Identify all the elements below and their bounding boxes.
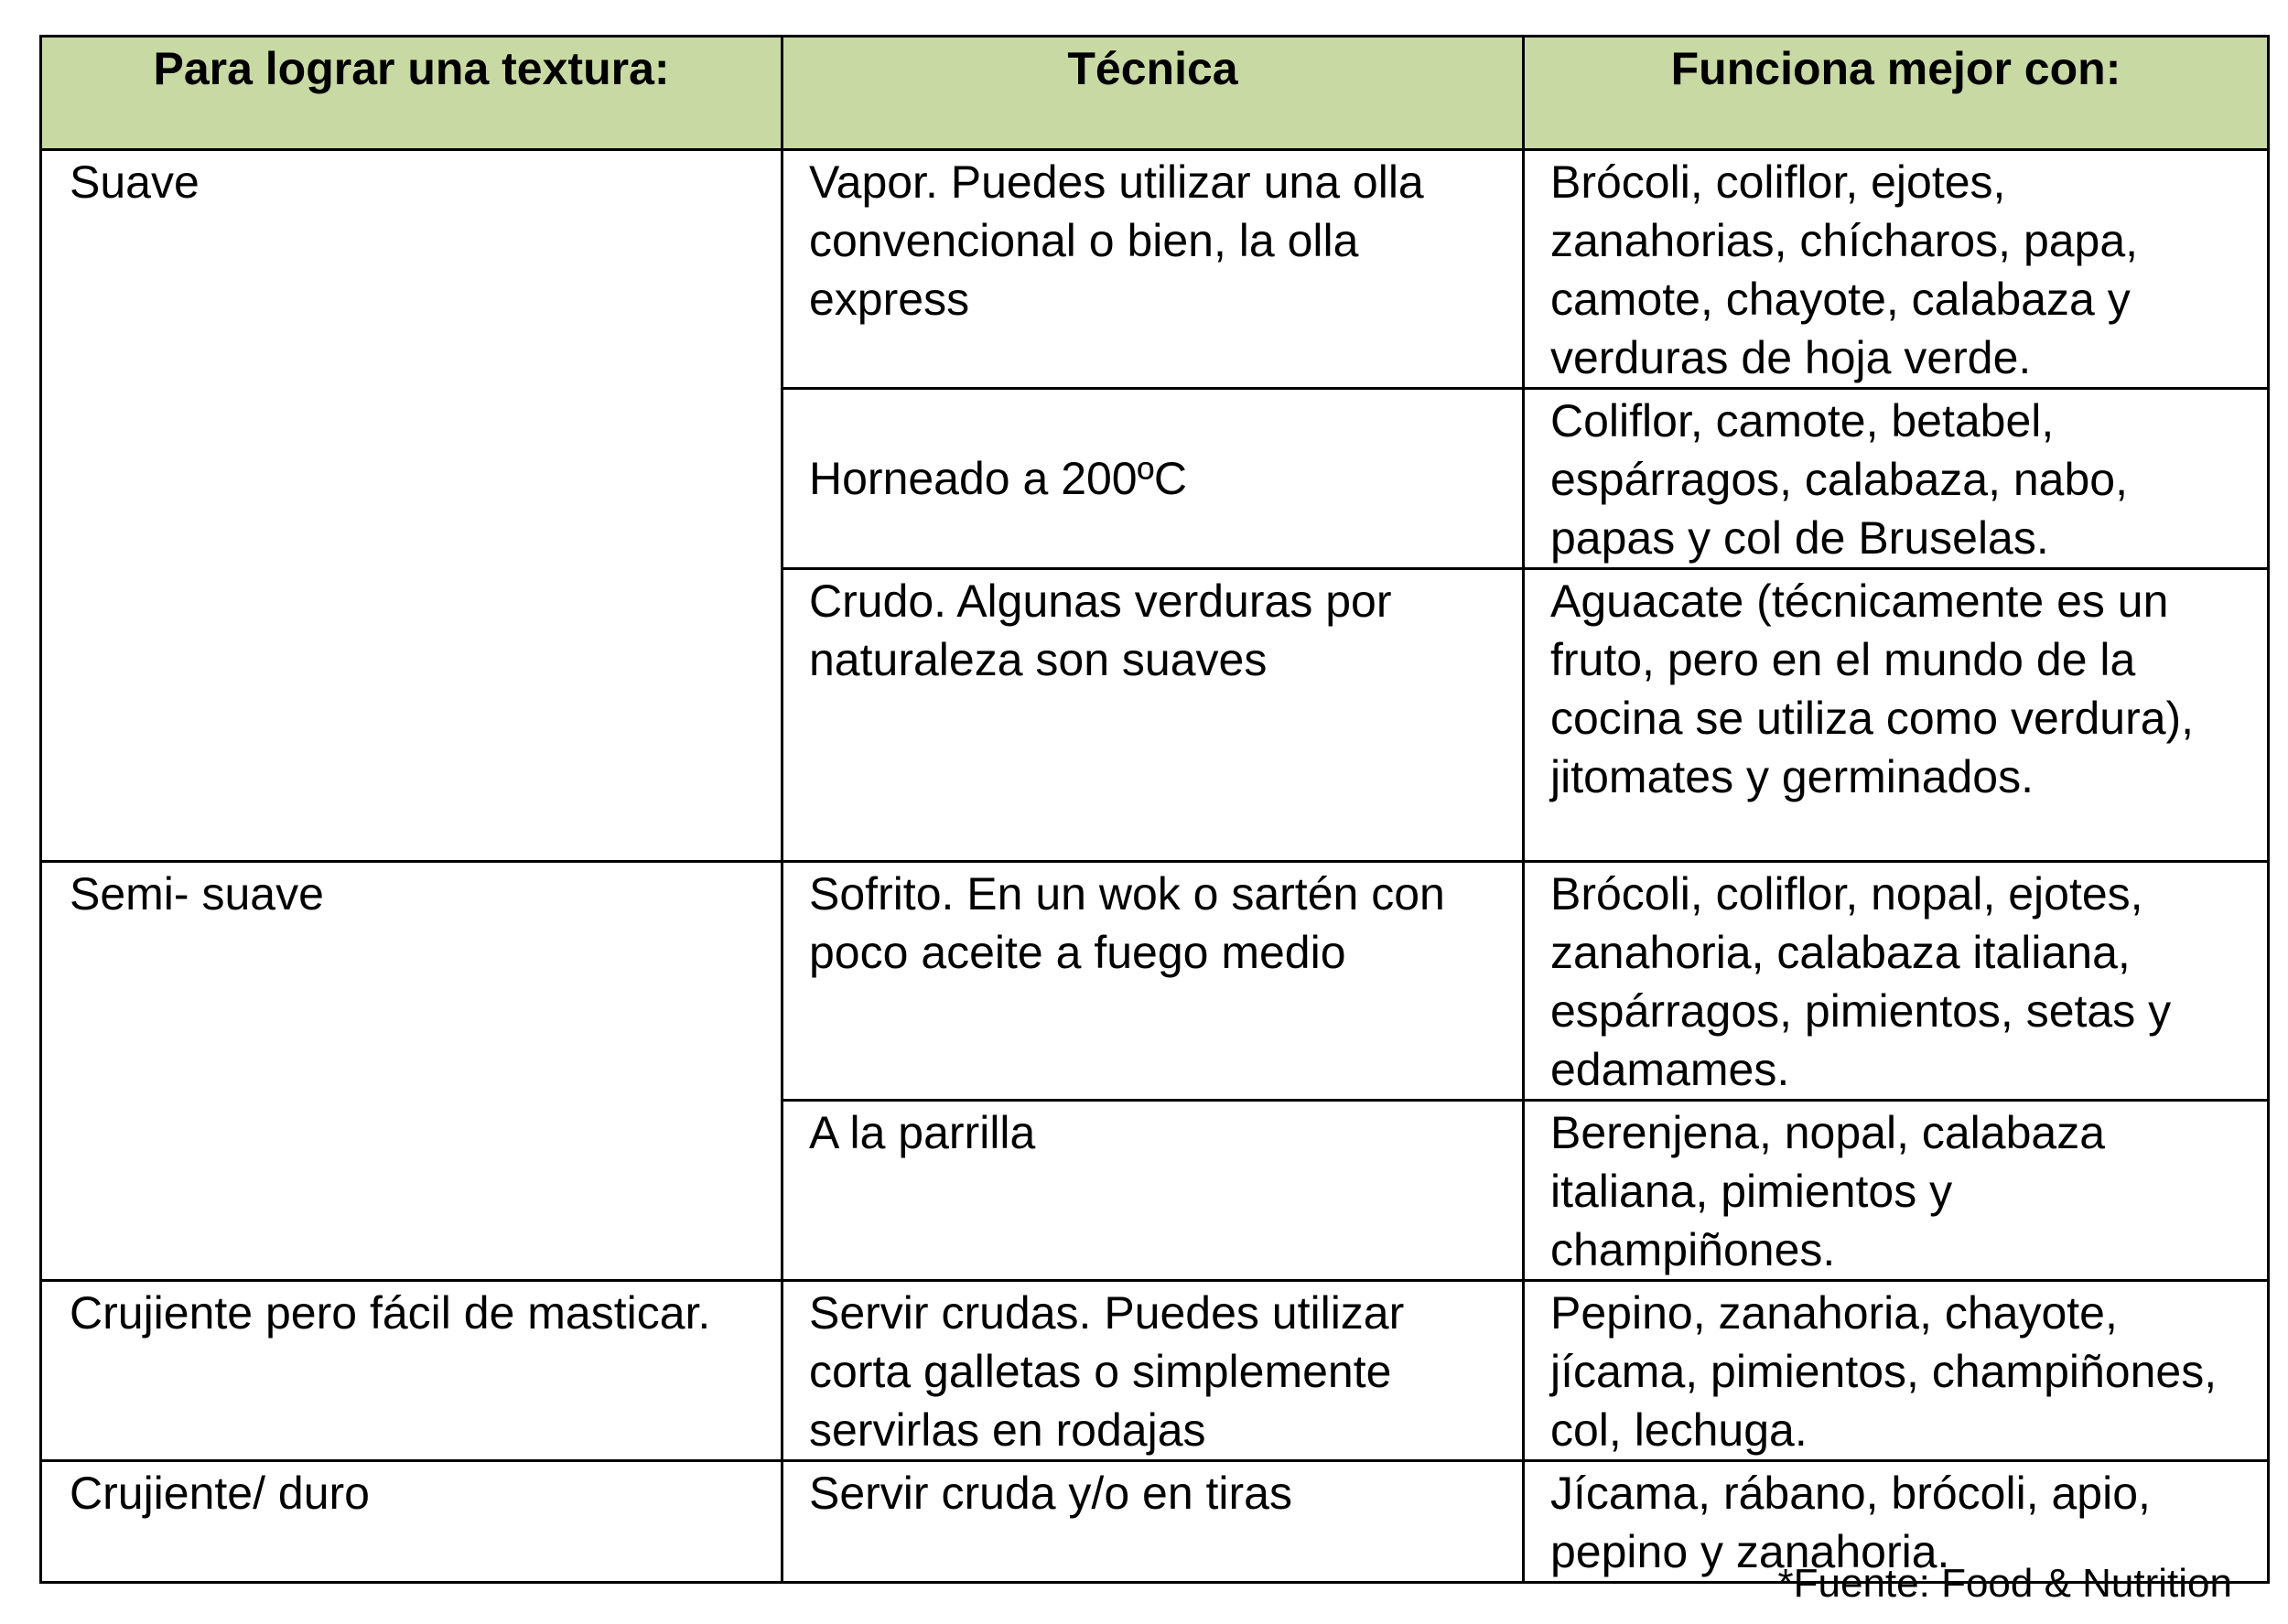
best-with-cell: Pepino, zanahoria, chayote, jícama, pimientos, champiñones, col, lechuga. — [1524, 1281, 2269, 1461]
texture-technique-table — [39, 35, 2270, 1584]
best-with-cell: Jícama, rábano, brócoli, apio, pepino y zanahoria. — [1524, 1461, 2269, 1583]
best-with-cell: Brócoli, coliflor, ejotes, zanahorias, chícharos, papa, camote, chayote, calabaza y verduras de hoja verde. — [1524, 150, 2269, 389]
texture-cell: Suave — [41, 150, 782, 862]
technique-cell: Servir crudas. Puedes utilizar corta galletas o simplemente servirlas en rodajas — [782, 1281, 1524, 1461]
source-note: *Fuente: Food & Nutrition — [1777, 1561, 2232, 1606]
technique-text: Horneado a 200ºC — [809, 453, 1187, 504]
table-row — [41, 862, 2269, 1101]
best-with-cell: Berenjena, nopal, calabaza italiana, pimientos y champiñones. — [1524, 1101, 2269, 1281]
table-row — [41, 1281, 2269, 1461]
header-best-with: Funciona mejor con: — [1524, 37, 2269, 150]
texture-cell: Crujiente pero fácil de masticar. — [41, 1281, 782, 1461]
texture-table-container — [39, 35, 2267, 1584]
technique-cell: Sofrito. En un wok o sartén con poco aceite a fuego medio — [782, 862, 1524, 1101]
best-with-cell: Aguacate (técnicamente es un fruto, pero en el mundo de la cocina se utiliza como verdura), jitomates y germinados. — [1524, 569, 2269, 862]
technique-cell: Servir cruda y/o en tiras — [782, 1461, 1524, 1583]
technique-cell: A la parrilla — [782, 1101, 1524, 1281]
texture-cell: Crujiente/ duro — [41, 1461, 782, 1583]
best-with-cell: Coliflor, camote, betabel, espárragos, calabaza, nabo, papas y col de Bruselas. — [1524, 389, 2269, 569]
table-header-row — [41, 37, 2269, 150]
texture-cell: Semi- suave — [41, 862, 782, 1281]
technique-cell: Vapor. Puedes utilizar una olla convencional o bien, la olla express — [782, 150, 1524, 389]
technique-cell: Crudo. Algunas verduras por naturaleza son suaves — [782, 569, 1524, 862]
table-row — [41, 150, 2269, 389]
header-technique: Técnica — [782, 37, 1524, 150]
best-with-cell: Brócoli, coliflor, nopal, ejotes, zanahoria, calabaza italiana, espárragos, pimientos, setas y edamames. — [1524, 862, 2269, 1101]
technique-cell — [782, 389, 1524, 569]
header-texture: Para lograr una textura: — [41, 37, 782, 150]
